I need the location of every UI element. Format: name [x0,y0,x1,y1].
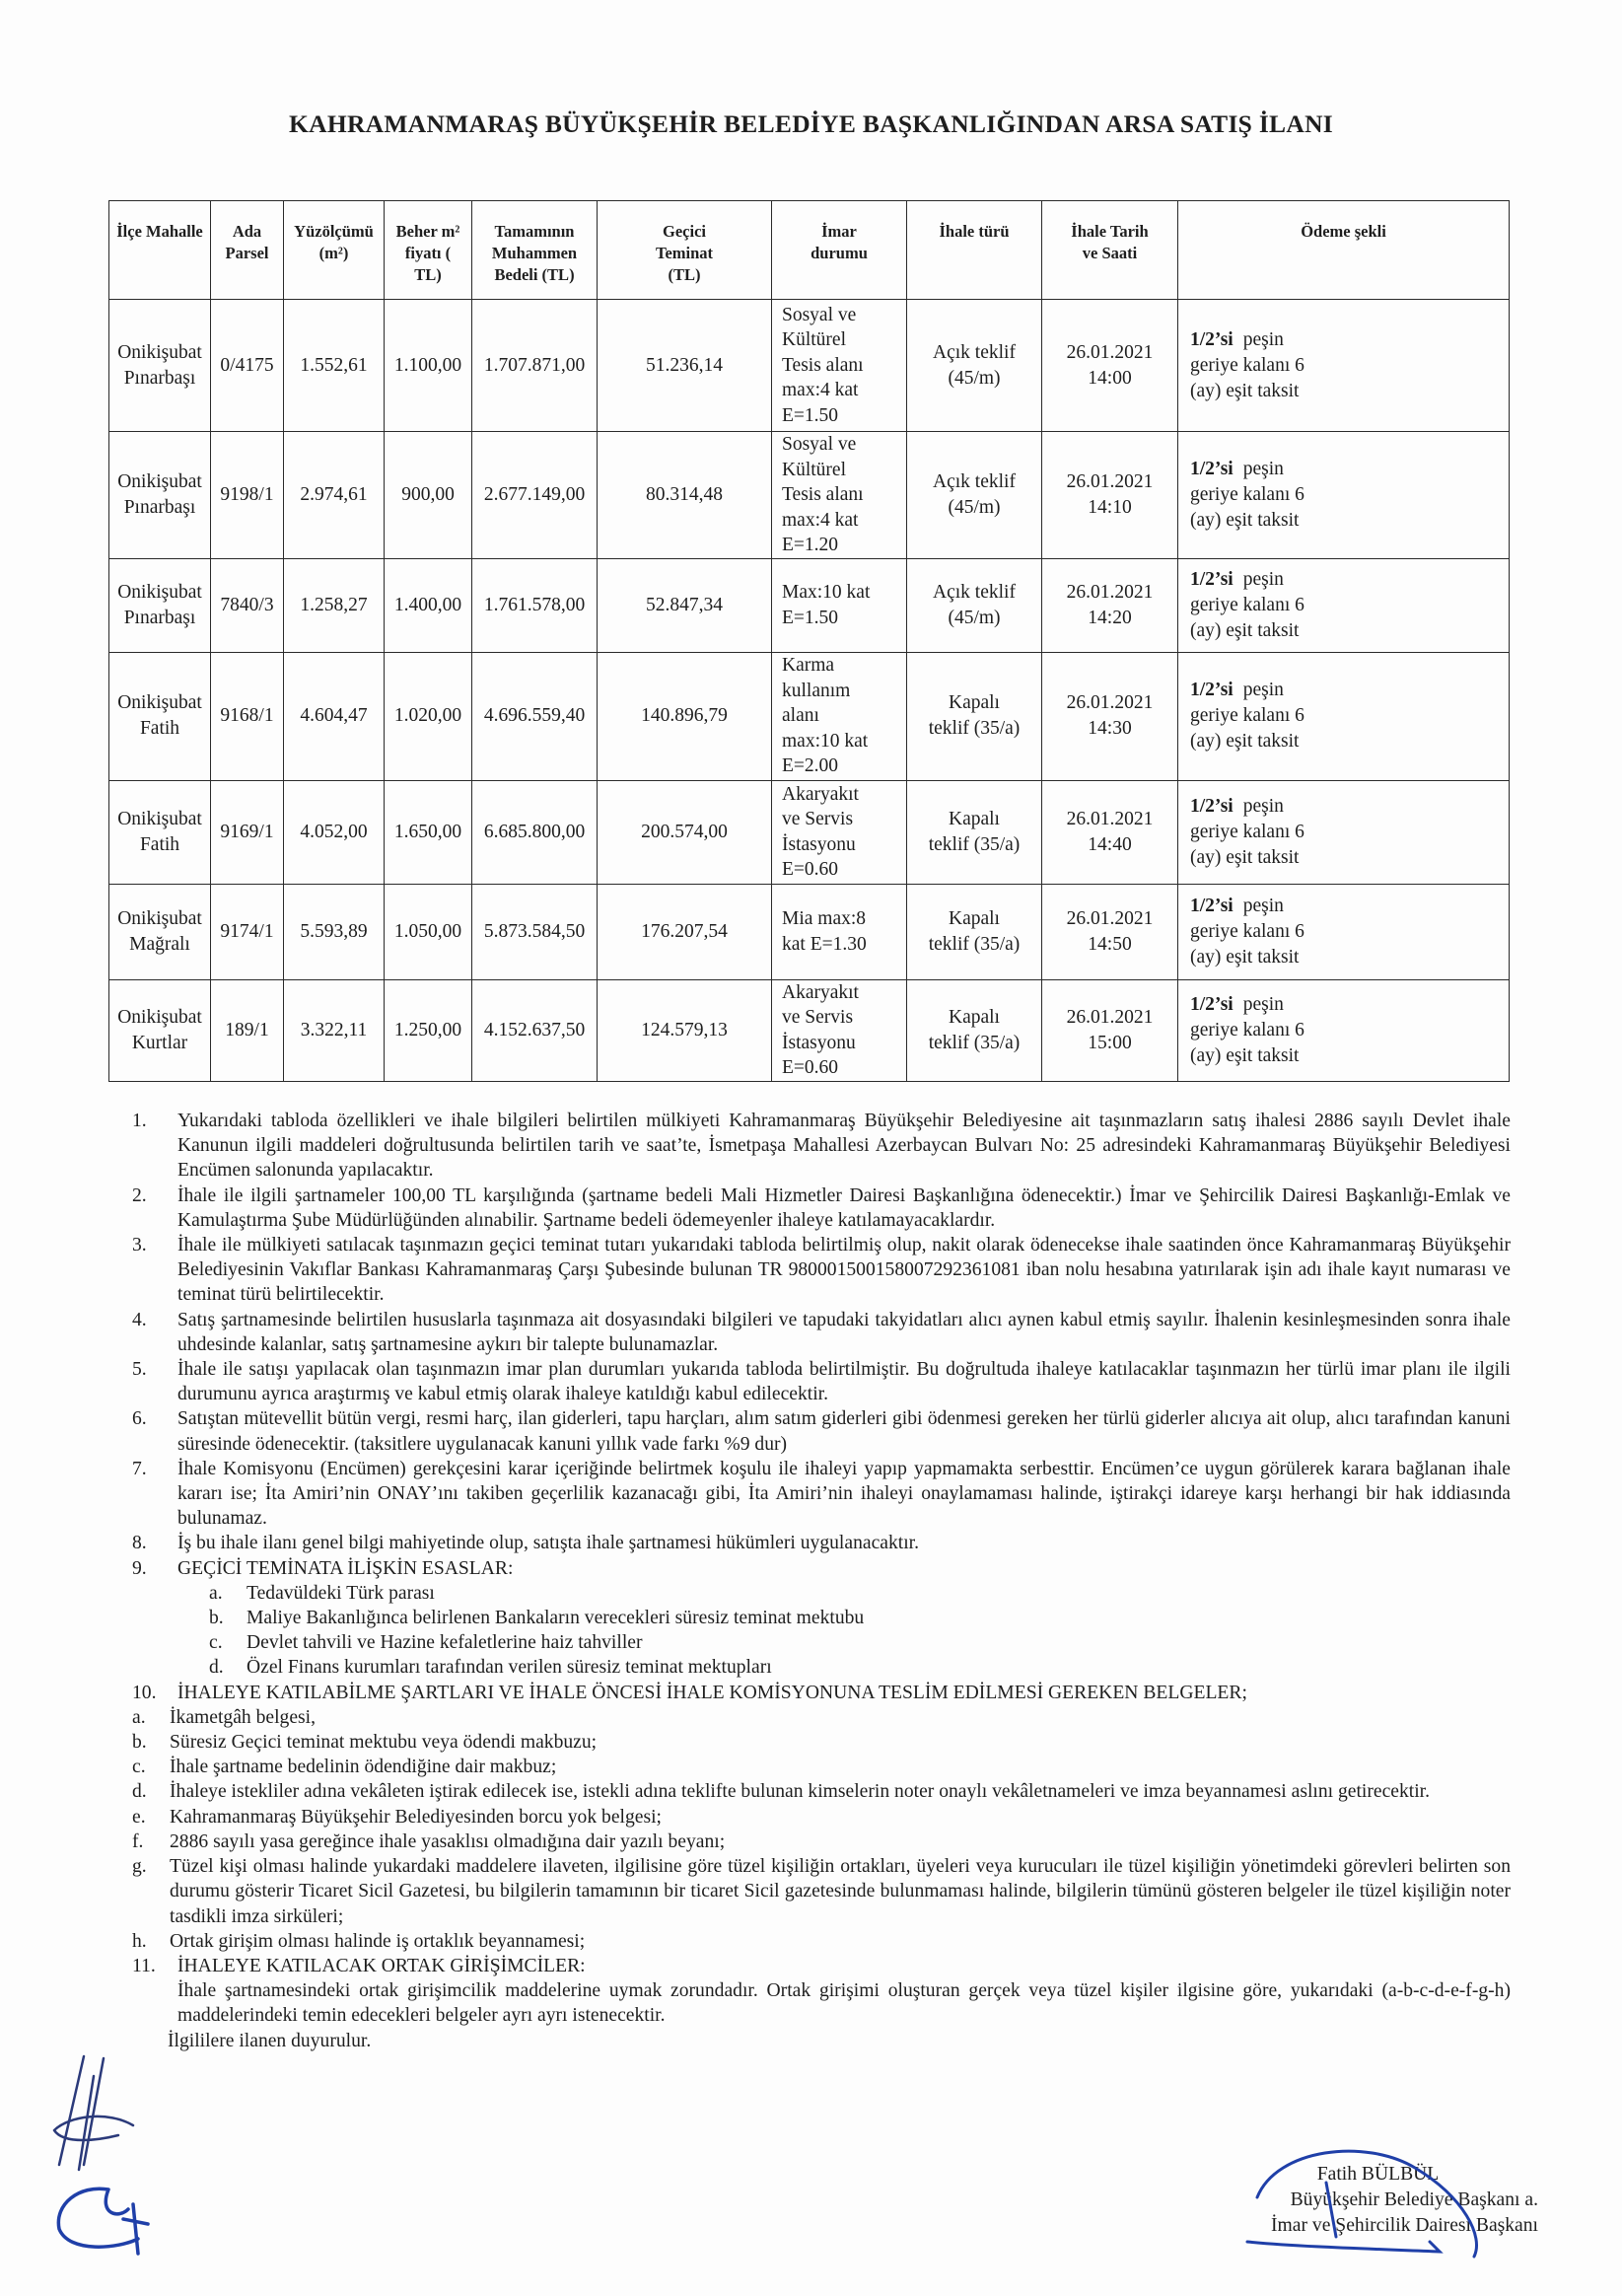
cell-line: teklif (35/a) [928,933,1021,955]
cell-line: (ay) eşit taksit [1190,509,1300,531]
cell-line: Akaryakıt [782,981,859,1003]
cell-line: Mia max:8 [782,908,867,929]
header-muhammen-bedel [472,201,598,300]
cell-ihale-tarih [1042,979,1178,1081]
table-row [109,432,1510,559]
item-text: Yukarıdaki tabloda özellikleri ve ihale bilgileri belirtilen mülkiyeti Kahramanmaraş Büyükşehir Belediyesine ait taşınmazların satış ihalesi 2886 sayılı Devlet ihale Kanunun ilgili maddeleri doğrultusunda belirtilen tarih ve saat’te, İsmetpaşa Mahallesi Azerbaycan Bulvarı No: 25 adresindeki Kahramanmaraş Büyükşehir Belediyesi Encümen salonunda yapılacaktır. [177,1111,1511,1182]
item-text: Tedavüldeki Türk parası [247,1582,435,1604]
item-number: d. [132,1781,147,1803]
payment-fraction: 1/2’si [1190,328,1234,350]
required-document-item [110,1755,1511,1779]
cell-line: kullanım [782,680,851,701]
cell-beher: 1.400,00 [385,558,472,652]
cell-beher: 1.250,00 [385,979,472,1081]
header-ilce-mahalle [109,201,211,300]
cell-imar-durumu [772,558,907,652]
cell-line: ve Servis [782,809,854,829]
cell-imar-durumu [772,300,907,432]
cell-line: Açık teklif [933,341,1016,363]
cell-ihale-turu [907,558,1042,652]
header-beher-m2-fiyati [385,201,472,300]
item-text: İhale ile mülkiyeti satılacak taşınmazın geçici teminat tutarı yukarıdaki tabloda belirtilmiş olup, nakit olarak ödenecekse ihale saatinden önce Kahramanmaraş Büyükşehir Belediyesinin Vakıflar Bankası Kahramanmaraş Çarşı Şubesinde bulunan TR 980001500158007292361081 iban nolu hesabına yatırılarak işin adı ihale kayıt numarası ve teminat türü belirtilecektir. [177,1235,1511,1306]
cell-line: Açık teklif [933,581,1016,603]
item-text: İkametgâh belgesi, [170,1706,316,1728]
cell-yuzolcumu: 4.604,47 [284,652,385,780]
header-line: Parsel [225,244,269,262]
notice-title: KAHRAMANMARAŞ BÜYÜKŞEHİR BELEDİYE BAŞKANLIĞINDAN ARSA SATIŞ İLANI [288,109,1334,138]
required-document-item [110,1805,1511,1830]
cell-line: 26.01.2021 [1066,341,1154,363]
cell-line: geriye kalanı 6 [1190,1019,1305,1040]
cell-line: Max:10 kat [782,582,871,603]
header-ada-parsel [211,201,284,300]
cell-ihale-tarih [1042,300,1178,432]
item-number: g. [132,1856,147,1878]
header-line: fiyatı ( [404,244,452,262]
cell-line: (ay) eşit taksit [1190,619,1300,641]
item-text: İhaleye istekliler adına vekâleten iştirak edilecek ise, istekli adına teklifte bulunan kimselerin noter onaylı vekâletnameleri ve imza beyannamesi aslını getirecektir. [170,1781,1431,1803]
cell-imar-durumu [772,979,907,1081]
cell-line: 14:20 [1088,607,1132,628]
item-text: İHALEYE KATILABİLME ŞARTLARI VE İHALE ÖNCESİ İHALE KOMİSYONUNA TESLİM EDİLMESİ GEREKEN BELGELER; [177,1682,1247,1703]
payment-fraction: 1/2’si [1190,680,1234,700]
cell-line: E=2.00 [782,755,839,777]
numbered-clause [110,1954,1511,1978]
header-line: İhale türü [939,222,1010,241]
cell-line: kat E=1.30 [782,933,867,955]
cell-line [1190,327,1505,353]
cell-beher: 1.100,00 [385,300,472,432]
item-number: 6. [132,1408,147,1430]
cell-ada: 9174/1 [211,884,284,979]
header-line: Ödeme şekli [1301,222,1386,241]
cell-ihale-turu [907,300,1042,432]
item-text: Süresiz Geçici teminat mektubu veya ödendi makbuzu; [170,1732,598,1754]
item-number: 9. [132,1557,147,1579]
handwritten-initials-icon [39,2046,158,2273]
cell-beher: 1.650,00 [385,780,472,884]
item-number: 1. [132,1111,147,1131]
cell-ada: 189/1 [211,979,284,1081]
item-text: 2886 sayılı yasa gereğince ihale yasaklısı olmadığına dair yazılı beyanı; [170,1830,726,1852]
cell-line: Onikişubat [117,341,202,363]
required-document-item [110,1705,1511,1730]
cell-line: (45/m) [948,367,1001,389]
required-document-item [110,1929,1511,1954]
cell-line: teklif (35/a) [928,833,1021,855]
header-line: Yüzölçümü [294,222,374,241]
cell-odeme-sekli [1178,432,1510,559]
cell-line: geriye kalanı 6 [1190,705,1305,726]
numbered-clause [110,1406,1511,1456]
cell-line: 26.01.2021 [1066,907,1154,929]
cell-line: E=1.50 [782,607,839,628]
item-number: b. [132,1732,147,1754]
cell-ilce-mahalle [109,432,211,559]
header-line: durumu [811,244,868,262]
cell-muhammen: 4.696.559,40 [472,652,598,780]
cell-line: 14:30 [1088,718,1132,739]
cell-line: E=1.20 [782,535,839,555]
header-line: Muhammen [491,244,578,262]
cell-muhammen: 4.152.637,50 [472,979,598,1081]
item-number: a. [132,1706,146,1728]
cell-line: (ay) eşit taksit [1190,731,1300,752]
cell-imar-durumu [772,884,907,979]
cell-line: 26.01.2021 [1066,692,1154,713]
cell-ilce-mahalle [109,652,211,780]
teminat-item [110,1581,1511,1606]
table-row [109,884,1510,979]
header-yuzolcumu [284,201,385,300]
cell-teminat: 52.847,34 [598,558,772,652]
cell-line: 15:00 [1088,1032,1132,1053]
payment-text: peşin [1242,328,1284,350]
cell-line: 26.01.2021 [1066,1006,1154,1028]
table-header-row [109,201,1510,300]
required-document-item [110,1830,1511,1854]
payment-text: peşin [1242,993,1284,1015]
header-line: TL) [414,265,442,284]
cell-ihale-tarih [1042,558,1178,652]
cell-line: geriye kalanı 6 [1190,821,1305,842]
cell-line: 26.01.2021 [1066,808,1154,829]
cell-yuzolcumu: 4.052,00 [284,780,385,884]
cell-line [1190,794,1505,820]
cell-line: 26.01.2021 [1066,581,1154,603]
cell-ilce-mahalle [109,780,211,884]
cell-line [1190,567,1505,593]
item-text: İhale Komisyonu (Encümen) gerekçesini karar içeriğinde belirtmek koşulu ile ihaleyi yapıp yapmamakta serbesttir. Encümen’ce uygun görülerek karara bağlanan ihale kararı ise; İta Amiri’nin ONAY’ını takiben geçerlilik kazanacağı gibi, İta Amiri’nin ihaleyi onaylamaması halinde, iştirakçi idareye karşı herhangi bir hak iddiasında bulunamaz. [177,1458,1511,1530]
cell-line [1190,894,1505,919]
signatory-title-2: İmar ve Şehircilik Dairesi Başkanı [1271,2215,1538,2236]
header-odeme-sekli [1178,201,1510,300]
cell-ihale-turu [907,652,1042,780]
cell-line: geriye kalanı 6 [1190,483,1305,505]
cell-line: 14:10 [1088,496,1132,518]
item-text: Kahramanmaraş Büyükşehir Belediyesinden borcu yok belgesi; [170,1806,662,1828]
header-line: Geçici [663,222,706,241]
cell-odeme-sekli [1178,558,1510,652]
item-number: 4. [132,1309,147,1330]
cell-line: Tesis alanı [782,484,864,505]
numbered-clause [110,1556,1511,1581]
cell-muhammen: 5.873.584,50 [472,884,598,979]
header-line: İmar [821,222,857,241]
cell-odeme-sekli [1178,979,1510,1081]
item-text: GEÇİCİ TEMİNATA İLİŞKİN ESASLAR: [177,1557,514,1579]
cell-yuzolcumu: 1.552,61 [284,300,385,432]
item-number: e. [132,1806,146,1828]
item-text: İhale ile satışı yapılacak olan taşınmazın imar plan durumları yukarıda tabloda belirtilmiştir. Bu doğrultuda ihaleye katılacaklar taşınmazın her türlü imar planı ile ilgili durumunu ayrıca araştırmış ve kabul etmiş olarak ihaleye katıldığı kabul edilecektir. [177,1359,1511,1405]
cell-line: Kapalı [949,1006,1000,1028]
cell-ihale-tarih [1042,432,1178,559]
cell-line: Kapalı [949,692,1000,713]
payment-fraction: 1/2’si [1190,895,1234,916]
cell-line: İstasyonu [782,833,856,855]
header-line: (m²) [318,244,349,262]
cell-beher: 1.020,00 [385,652,472,780]
item-text: Satıştan mütevellit bütün vergi, resmi harç, ilan giderleri, tapu harçları, alım satım giderleri gibi ödenmesi gereken her türlü giderler alıcıya ait olup, alıcı tarafından kanuni süresinde ödenecektir. (taksitlere uygulanacak kanuni yıllık vade farkı %9 dur) [177,1408,1511,1455]
cell-line: Kapalı [949,907,1000,929]
cell-line: Fatih [139,718,180,739]
cell-line: Fatih [139,833,180,855]
numbered-clause [110,1308,1511,1357]
cell-line: (ay) eşit taksit [1190,380,1300,401]
joint-venture-text: İhale şartnamesindeki ortak girişimcilik maddelerine uymak zorundadır. Ortak girişimi oluşturan gerçek veya tüzel kişiler ilgisine göre, yukarıdaki (a-b-c-d-e-f-g-h) maddelerindeki temin edecekleri belgeler ayrı ayrı istenecektir. [177,1980,1511,2027]
header-line: İhale Tarih [1071,222,1149,241]
cell-line: Onikişubat [117,907,202,929]
cell-ilce-mahalle [109,884,211,979]
cell-ada: 9198/1 [211,432,284,559]
cell-teminat: 124.579,13 [598,979,772,1081]
header-line: Bedeli (TL) [494,265,575,284]
cell-line: Onikişubat [117,581,202,603]
cell-line: Pınarbaşı [123,607,196,628]
cell-line: geriye kalanı 6 [1190,594,1305,615]
teminat-item [110,1630,1511,1655]
numbered-clause [110,1457,1511,1532]
item-number: 10. [132,1682,157,1703]
cell-line: Pınarbaşı [123,496,196,518]
cell-muhammen: 2.677.149,00 [472,432,598,559]
cell-line: teklif (35/a) [928,1032,1021,1053]
cell-line [1190,678,1505,703]
cell-line: E=0.60 [782,859,839,880]
item-number: f. [132,1830,144,1852]
cell-line: Kültürel [782,329,846,351]
cell-line: 26.01.2021 [1066,470,1154,492]
cell-line: max:10 kat [782,730,869,752]
cell-ada: 9168/1 [211,652,284,780]
header-line: İlçe Mahalle [116,222,203,241]
cell-line: Pınarbaşı [123,367,196,389]
cell-ihale-turu [907,884,1042,979]
item-text: Ortak girişim olması halinde iş ortaklık beyannamesi; [170,1930,586,1952]
item-text: İş bu ihale ilanı genel bilgi mahiyetinde olup, satışta ihale şartnamesi hükümleri uygulanacaktır. [177,1533,919,1554]
cell-line [1190,457,1505,482]
cell-line: Kültürel [782,459,846,480]
cell-line: Mağralı [129,933,190,955]
cell-line: E=0.60 [782,1057,839,1078]
cell-muhammen: 6.685.800,00 [472,780,598,884]
cell-line: İstasyonu [782,1032,856,1053]
cell-beher: 900,00 [385,432,472,559]
cell-teminat: 200.574,00 [598,780,772,884]
cell-ihale-turu [907,432,1042,559]
numbered-clause [110,1184,1511,1233]
item-number: 11. [132,1955,156,1976]
item-number: 8. [132,1533,147,1554]
item-number: 7. [132,1458,147,1479]
numbered-clause [110,1233,1511,1308]
cell-line: max:4 kat [782,509,859,531]
table-row [109,652,1510,780]
required-document-item [110,1779,1511,1804]
item-text: İhale şartname bedelinin ödendiğine dair makbuz; [170,1757,557,1778]
cell-ilce-mahalle [109,300,211,432]
table-row [109,780,1510,884]
header-line: ve Saati [1082,244,1138,262]
item-text: İHALEYE KATILACAK ORTAK GİRİŞİMCİLER: [177,1955,586,1976]
cell-yuzolcumu: 3.322,11 [284,979,385,1081]
header-line: Teminat [655,244,714,262]
cell-line: Açık teklif [933,470,1016,492]
cell-yuzolcumu: 2.974,61 [284,432,385,559]
table-row [109,979,1510,1081]
cell-muhammen: 1.761.578,00 [472,558,598,652]
cell-imar-durumu [772,652,907,780]
cell-line: Akaryakıt [782,783,859,805]
item-number: h. [132,1930,147,1952]
cell-line: Onikişubat [117,808,202,829]
cell-line: Onikişubat [117,470,202,492]
payment-text: peşin [1242,895,1284,916]
table-row [109,558,1510,652]
item-number: a. [209,1582,223,1604]
item-text: Özel Finans kurumları tarafından verilen süresiz teminat mektupları [247,1657,772,1679]
cell-line: max:4 kat [782,380,859,401]
cell-line: Kurtlar [131,1032,188,1053]
cell-yuzolcumu: 1.258,27 [284,558,385,652]
payment-fraction: 1/2’si [1190,795,1234,817]
required-document-item [110,1854,1511,1929]
cell-ada: 0/4175 [211,300,284,432]
teminat-item [110,1655,1511,1680]
signatory-name: Fatih BÜLBÜL [1316,2164,1440,2185]
item-number: 3. [132,1235,147,1256]
payment-text: peşin [1242,795,1284,817]
cell-ihale-tarih [1042,780,1178,884]
payment-text: peşin [1242,458,1284,479]
header-line: Beher m² [395,222,460,241]
item-number: c. [132,1757,146,1778]
cell-ada: 9169/1 [211,780,284,884]
numbered-clause [110,1357,1511,1406]
cell-yuzolcumu: 5.593,89 [284,884,385,979]
cell-ilce-mahalle [109,979,211,1081]
cell-beher: 1.050,00 [385,884,472,979]
cell-line: (ay) eşit taksit [1190,1044,1300,1066]
cell-line: Kapalı [949,808,1000,829]
cell-ihale-tarih [1042,652,1178,780]
numbered-clause [110,1531,1511,1555]
cell-line [1190,992,1505,1018]
cell-line: alanı [782,705,819,727]
numbered-clause [110,1681,1511,1705]
cell-imar-durumu [772,780,907,884]
header-ihale-turu [907,201,1042,300]
header-line: Ada [232,222,262,241]
cell-line: Onikişubat [117,692,202,713]
header-ihale-tarih-saati [1042,201,1178,300]
item-number: 5. [132,1359,147,1381]
notice-terms [110,1109,1511,2053]
teminat-item [110,1606,1511,1630]
cell-odeme-sekli [1178,884,1510,979]
header-imar-durumu [772,201,907,300]
cell-line: ve Servis [782,1007,854,1028]
cell-line: Onikişubat [117,1006,202,1028]
numbered-clause [110,1109,1511,1184]
cell-odeme-sekli [1178,780,1510,884]
cell-ihale-turu [907,979,1042,1081]
cell-line: 14:50 [1088,933,1132,955]
item-text: İhale ile ilgili şartnameler 100,00 TL karşılığında (şartname bedeli Mali Hizmetler Dairesi Başkanlığına ödenecektir.) İmar ve Şehircilik Dairesi Başkanlığı-Emlak ve Kamulaştırma Şube Müdürlüğünden alınabilir. Şartname bedeli ödemeyenler ihaleye katılamayacaklardır. [177,1184,1511,1231]
header-gecici-teminat [598,201,772,300]
cell-ihale-tarih [1042,884,1178,979]
cell-teminat: 176.207,54 [598,884,772,979]
payment-text: peşin [1242,680,1284,700]
cell-line: Tesis alanı [782,354,864,376]
land-sale-table [108,200,1510,1082]
item-number: c. [209,1632,223,1654]
cell-odeme-sekli [1178,300,1510,432]
payment-fraction: 1/2’si [1190,568,1234,590]
cell-imar-durumu [772,432,907,559]
cell-muhammen: 1.707.871,00 [472,300,598,432]
payment-fraction: 1/2’si [1190,993,1234,1015]
payment-fraction: 1/2’si [1190,458,1234,479]
table-row [109,300,1510,432]
closing-announcement: İlgililere ilanen duyurulur. [168,2030,372,2051]
item-number: 2. [132,1184,147,1206]
cell-line: E=1.50 [782,404,839,426]
item-number: b. [209,1608,224,1629]
cell-ada: 7840/3 [211,558,284,652]
cell-line: Sosyal ve [782,434,857,455]
header-line: (TL) [668,265,701,284]
required-document-item [110,1730,1511,1755]
cell-line: (ay) eşit taksit [1190,946,1300,968]
handwritten-signature-icon [1218,2138,1514,2276]
cell-line: geriye kalanı 6 [1190,920,1305,942]
signatory-title-1: Büyükşehir Belediye Başkanı a. [1290,2189,1538,2210]
cell-line: Sosyal ve [782,304,857,325]
cell-odeme-sekli [1178,652,1510,780]
cell-line: 14:00 [1088,367,1132,389]
cell-line: 14:40 [1088,833,1132,855]
item-text: Maliye Bakanlığınca belirlenen Bankaların verecekleri süresiz teminat mektubu [247,1608,865,1629]
cell-ilce-mahalle [109,558,211,652]
cell-teminat: 51.236,14 [598,300,772,432]
cell-line: geriye kalanı 6 [1190,354,1305,376]
header-line: Tamamının [494,222,575,241]
cell-teminat: 80.314,48 [598,432,772,559]
cell-line: (45/m) [948,607,1001,628]
item-text: Devlet tahvili ve Hazine kefaletlerine haiz tahviller [247,1632,643,1654]
cell-line: (45/m) [948,496,1001,518]
item-number: d. [209,1657,224,1679]
cell-line: (ay) eşit taksit [1190,846,1300,868]
payment-text: peşin [1242,568,1284,590]
cell-line: Karma [782,655,835,677]
cell-line: teklif (35/a) [928,718,1021,739]
cell-teminat: 140.896,79 [598,652,772,780]
cell-ihale-turu [907,780,1042,884]
item-text: Satış şartnamesinde belirtilen hususlarla taşınmaza ait dosyasındaki bilgileri ve tapudaki takyidatları alıcı aynen kabul etmiş sayılır. İhalenin kesinleşmesinden sonra ihale uhdesinde kalanlar, satış şartnamesine aykırı bir talepte bulunamazlar. [177,1309,1511,1355]
item-text: Tüzel kişi olması halinde yukardaki maddelere ilaveten, ilgilisine göre tüzel kişiliğin ortakları, üyeleri veya kurucuları ile tüzel kişiliğin yönetimdeki görevleri belirten son durumu gösterir Ticaret Sicil Gazetesi, bu bilgilerin tamamının bir ticaret Sicil gazetesinde bulunmaması halinde, bilgilerin tümünü gösteren belgeler ile tüzel kişiliğin noter tasdikli imza sirküleri; [170,1856,1511,1927]
